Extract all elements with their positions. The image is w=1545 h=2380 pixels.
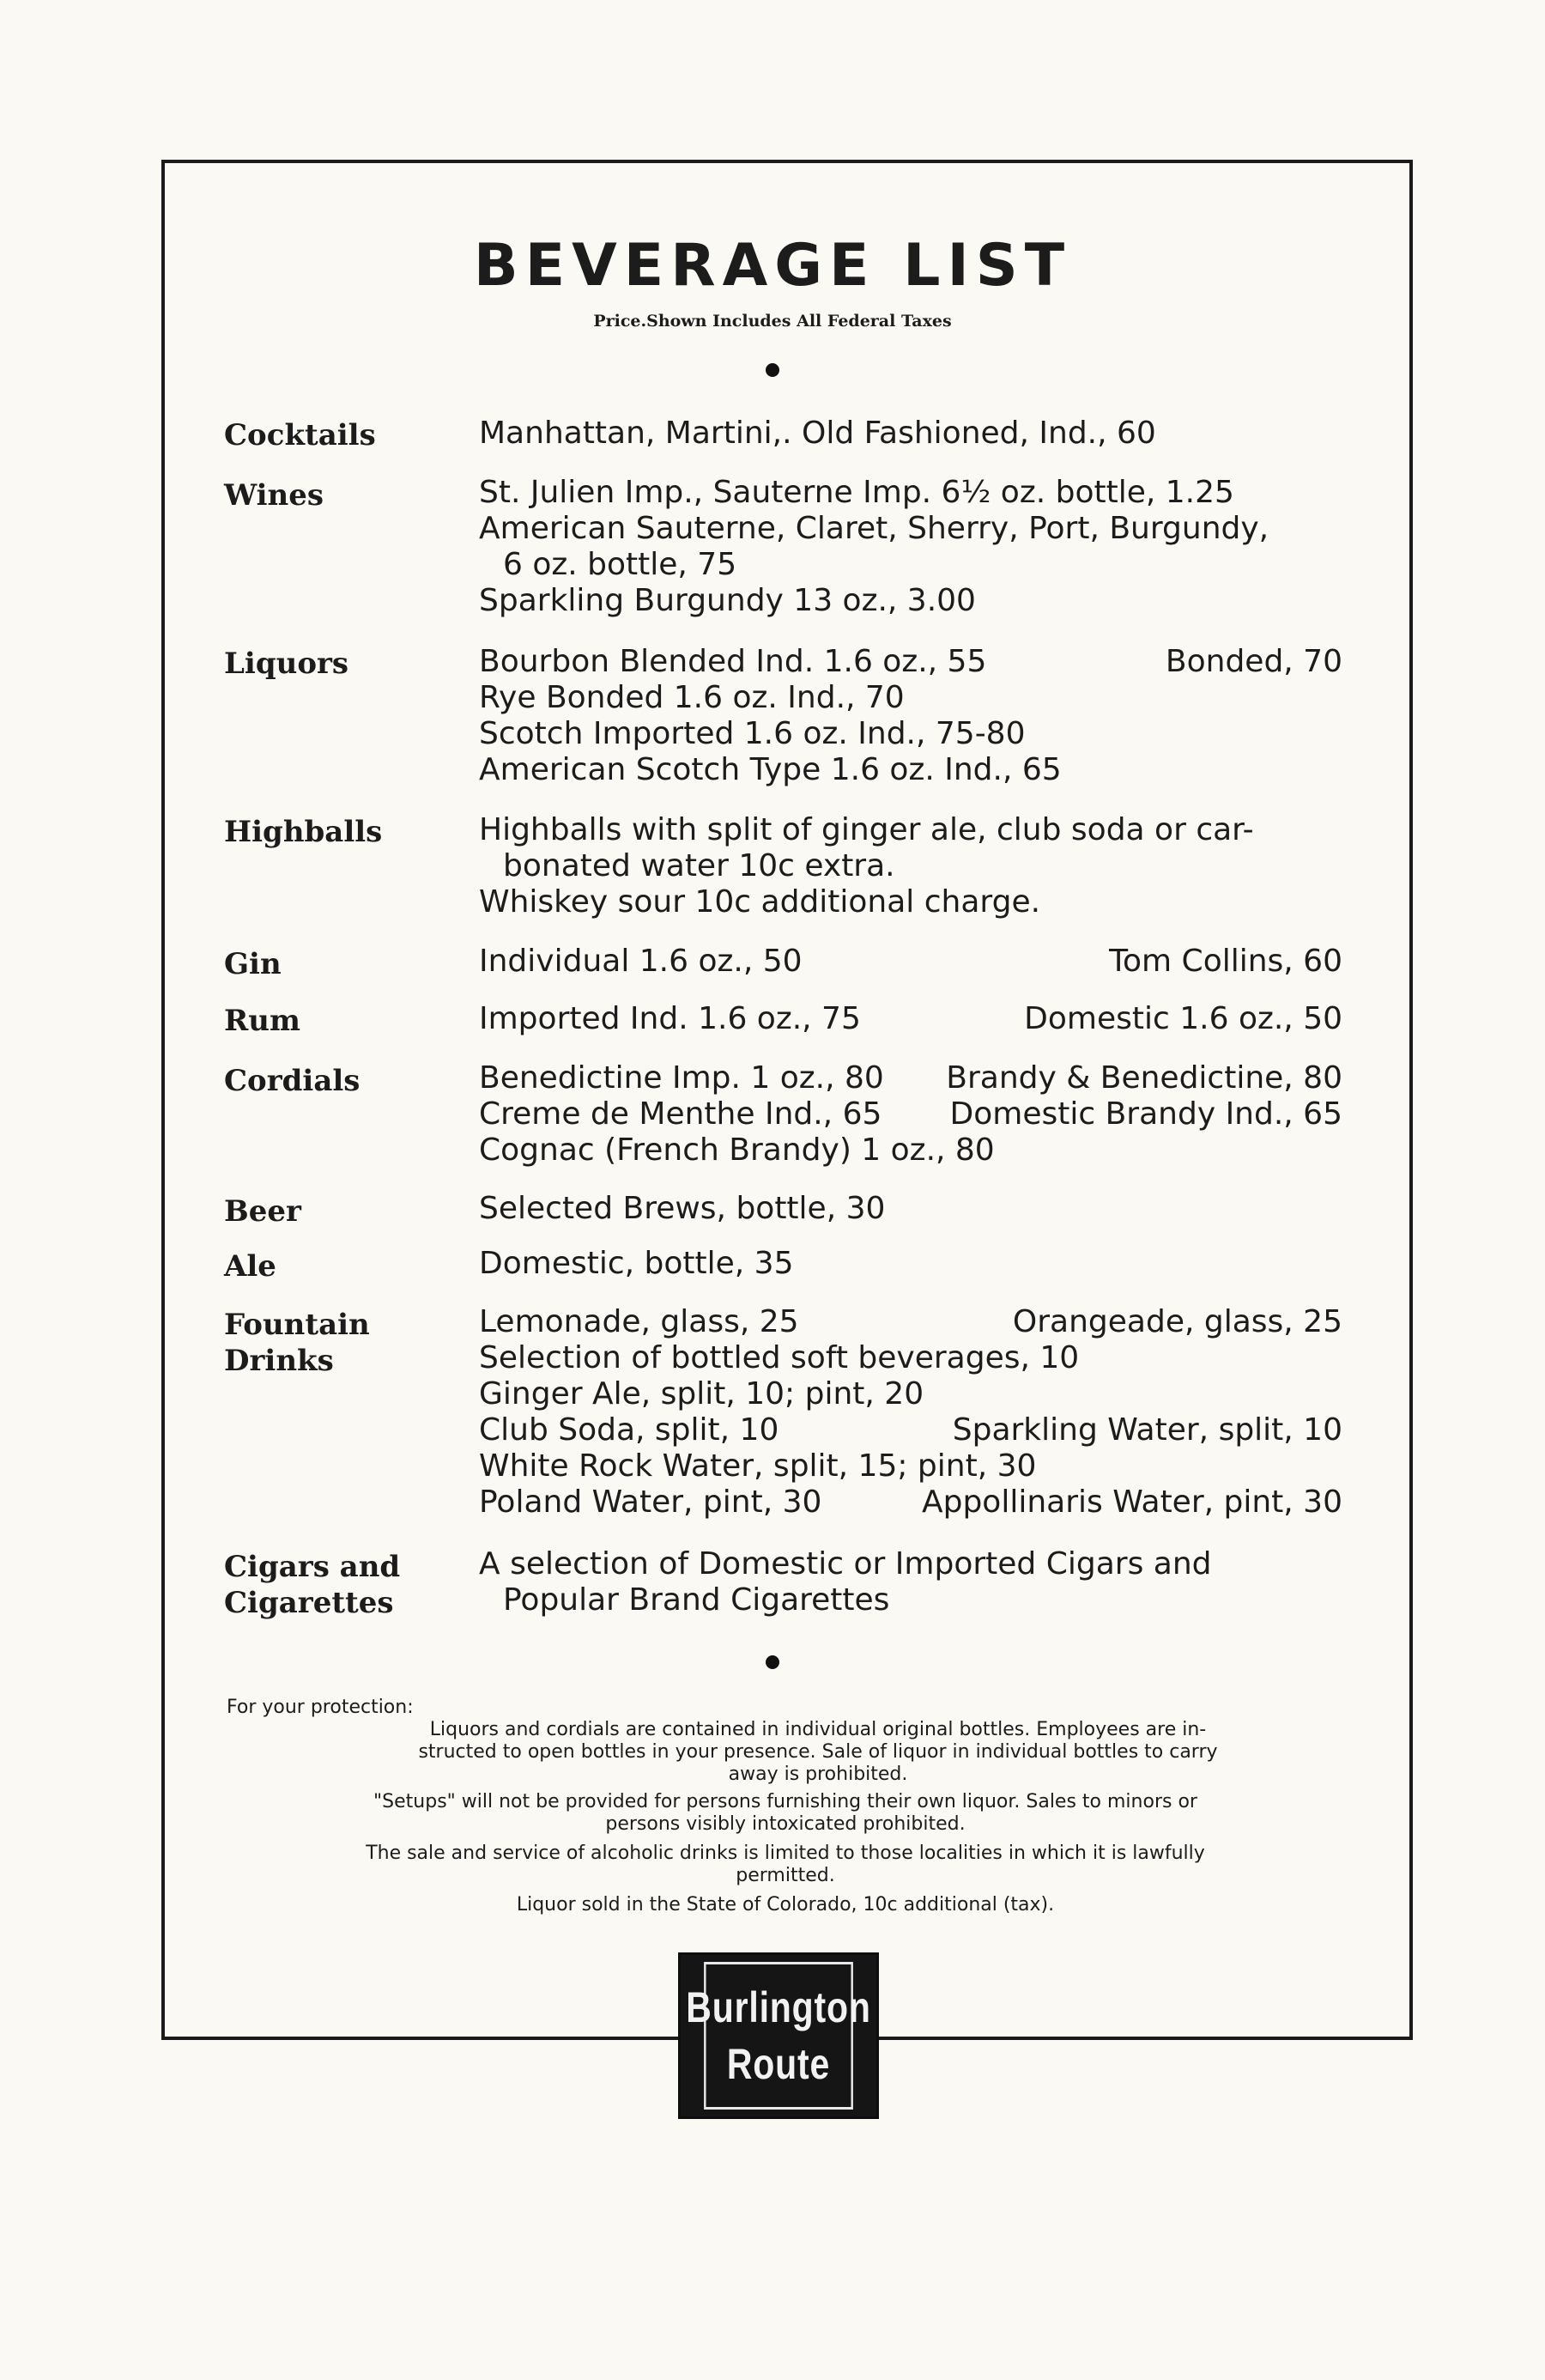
menu-line: Manhattan, Martini,. Old Fashioned, Ind., 60	[479, 416, 1156, 451]
category-line: Drinks	[224, 1344, 334, 1378]
menu-line	[479, 1001, 1342, 1037]
fine-print-line: away is prohibited.	[728, 1764, 908, 1785]
menu-line-left: Benedictine Imp. 1 oz., 80	[479, 1060, 884, 1096]
logo-line: Route	[726, 2040, 831, 2088]
divider-dot-top	[766, 363, 779, 377]
menu-line: American Scotch Type 1.6 oz. Ind., 65	[479, 752, 1062, 787]
menu-line-right: Domestic 1.6 oz., 50	[1024, 1001, 1342, 1036]
menu-line-right: Appollinaris Water, pint, 30	[921, 1484, 1342, 1520]
menu-line: Scotch Imported 1.6 oz. Ind., 75-80	[479, 716, 1026, 751]
menu-line-left: Bourbon Blended Ind. 1.6 oz., 55	[479, 644, 987, 679]
divider-dot-bottom	[766, 1655, 779, 1669]
burlington-route-logo	[678, 1952, 879, 2119]
fine-print-line: "Setups" will not be provided for persons furnishing their own liquor. Sales to minors or	[373, 1791, 1197, 1812]
menu-line-left: Individual 1.6 oz., 50	[479, 944, 803, 979]
menu-line	[479, 944, 1342, 980]
category-rum: Rum	[224, 1004, 300, 1038]
fine-print-paragraph	[294, 1719, 1342, 1786]
category-highballs: Highballs	[224, 815, 383, 849]
menu-line: Ginger Ale, split, 10; pint, 20	[479, 1376, 924, 1412]
category-ale: Ale	[224, 1249, 276, 1284]
menu-line-left: Club Soda, split, 10	[479, 1412, 779, 1448]
menu-line: Selection of bottled soft beverages, 10	[479, 1340, 1080, 1375]
menu-line	[479, 1484, 1342, 1521]
menu-line-right: Sparkling Water, split, 10	[952, 1412, 1342, 1448]
menu-line-left: Imported Ind. 1.6 oz., 75	[479, 1001, 861, 1036]
menu-line: St. Julien Imp., Sauterne Imp. 6½ oz. bottle, 1.25	[479, 475, 1234, 510]
category-gin: Gin	[224, 947, 282, 981]
menu-line	[479, 644, 1342, 680]
menu-line-left: Poland Water, pint, 30	[479, 1484, 822, 1520]
category-fountain-drinks	[224, 1307, 456, 1379]
category-beer: Beer	[224, 1194, 301, 1229]
menu-line: Popular Brand Cigarettes	[503, 1582, 890, 1618]
menu-line-right: Orangeade, glass, 25	[1012, 1304, 1342, 1339]
menu-line: Sparkling Burgundy 13 oz., 3.00	[479, 583, 976, 618]
fine-print-line: Liquors and cordials are contained in individual original bottles. Employees are in-	[429, 1719, 1207, 1740]
fine-print-paragraph	[227, 1843, 1344, 1887]
menu-line	[479, 1060, 1342, 1096]
menu-line: White Rock Water, split, 15; pint, 30	[479, 1448, 1037, 1484]
menu-line: Whiskey sour 10c additional charge.	[479, 884, 1041, 920]
fine-print-line: structed to open bottles in your presence. Sale of liquor in individual bottles to carry	[418, 1741, 1218, 1763]
fine-print-tax-note: Liquor sold in the State of Colorado, 10c additional (tax).	[516, 1894, 1055, 1916]
logo-line: Burlington	[686, 1983, 871, 2031]
page-subtitle: Price.Shown Includes All Federal Taxes	[593, 312, 952, 331]
menu-line: American Sauterne, Claret, Sherry, Port, Burgundy,	[479, 511, 1269, 546]
menu-line-right: Bonded, 70	[1165, 644, 1342, 679]
menu-line-left: Creme de Menthe Ind., 65	[479, 1096, 882, 1132]
fine-print-heading: For your protection:	[227, 1697, 414, 1718]
category-cordials: Cordials	[224, 1064, 360, 1098]
fine-print-line: permitted.	[736, 1865, 835, 1886]
menu-line: Selected Brews, bottle, 30	[479, 1191, 886, 1226]
category-line: Cigars and	[224, 1550, 401, 1584]
fine-print-line: persons visibly intoxicated prohibited.	[605, 1813, 966, 1835]
menu-line-right: Brandy & Benedictine, 80	[946, 1060, 1342, 1096]
fine-print-line: The sale and service of alcoholic drinks is limited to those localities in which it is lawfully	[366, 1843, 1205, 1864]
menu-line: Highballs with split of ginger ale, club soda or car-	[479, 812, 1254, 847]
category-wines: Wines	[224, 478, 324, 513]
menu-line: 6 oz. bottle, 75	[503, 547, 737, 582]
menu-line-left: Lemonade, glass, 25	[479, 1304, 799, 1339]
menu-line: Domestic, bottle, 35	[479, 1246, 794, 1281]
page-title: BEVERAGE LIST	[473, 232, 1072, 300]
menu-line: Rye Bonded 1.6 oz. Ind., 70	[479, 680, 905, 715]
menu-line: Cognac (French Brandy) 1 oz., 80	[479, 1132, 995, 1168]
menu-line	[479, 1096, 1342, 1132]
category-line: Fountain	[224, 1308, 370, 1342]
menu-line: bonated water 10c extra.	[503, 848, 895, 883]
menu-line	[479, 1412, 1342, 1448]
fine-print-paragraph	[227, 1791, 1344, 1836]
menu-line-right: Tom Collins, 60	[1109, 944, 1342, 979]
menu-line	[479, 1304, 1342, 1340]
category-cocktails: Cocktails	[224, 418, 376, 452]
menu-line-right: Domestic Brandy Ind., 65	[949, 1096, 1342, 1132]
category-line: Cigarettes	[224, 1586, 394, 1620]
category-liquors: Liquors	[224, 647, 349, 681]
menu-line: A selection of Domestic or Imported Cigars and	[479, 1546, 1212, 1582]
category-cigars-and-cigarettes	[224, 1549, 456, 1621]
